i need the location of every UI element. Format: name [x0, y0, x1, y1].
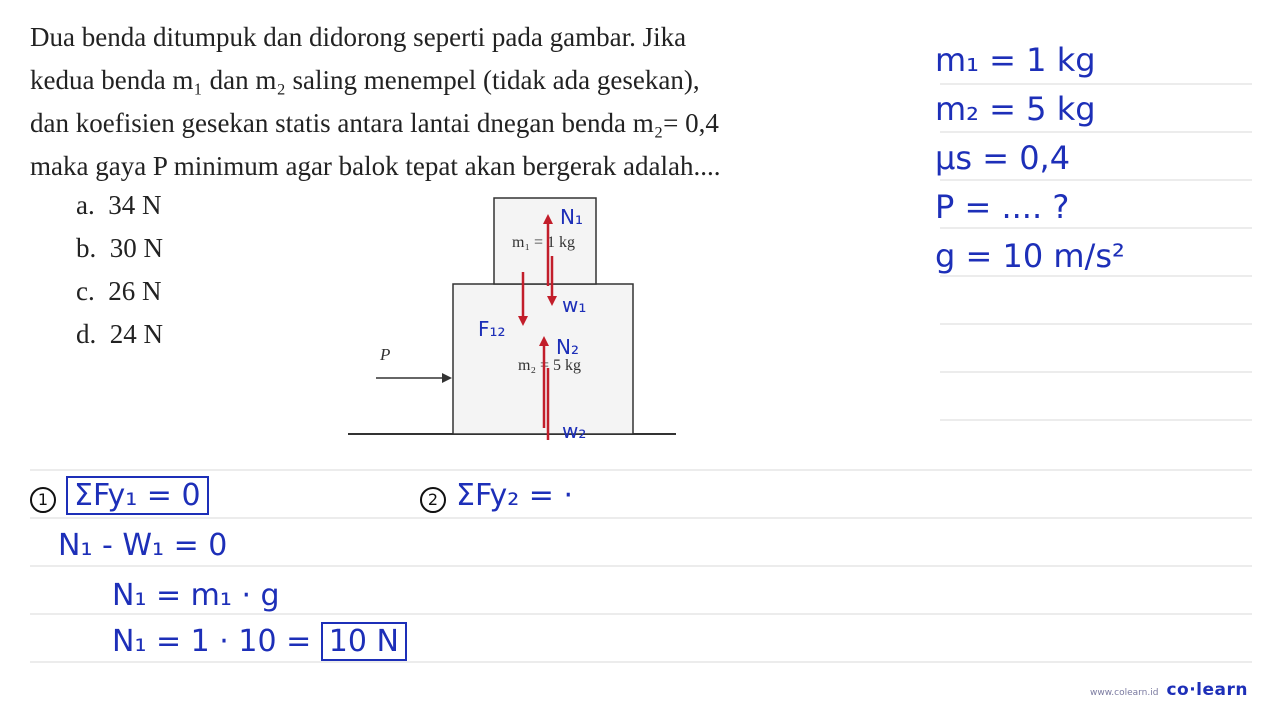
- option-text: 30 N: [109, 233, 163, 263]
- question-line-2: kedua benda m₁ dan m₂ saling menempel (tidak ada gesekan),: [30, 65, 700, 95]
- question-line-4: maka gaya P minimum agar balok tepat akan bergerak adalah....: [30, 151, 721, 181]
- work-line-b: N₁ = m₁ · g: [112, 578, 280, 613]
- annotation-w2: w₂: [562, 419, 587, 440]
- block-m1-label: m₁ = 1 kg: [512, 234, 576, 251]
- work-line-c-result: 10 N: [321, 622, 407, 661]
- question-line-1: Dua benda ditumpuk dan didorong seperti pada gambar. Jika: [30, 22, 687, 52]
- given-p: P = .... ?: [935, 188, 1070, 226]
- force-p-label: P: [380, 345, 391, 364]
- logo-url: www.colearn.id: [1090, 688, 1159, 698]
- given-m2: m₂ = 5 kg: [935, 90, 1096, 128]
- colearn-logo: [1090, 680, 1248, 700]
- option-letter: b.: [76, 233, 97, 263]
- option-b[interactable]: [76, 227, 163, 270]
- annotation-n1: N₁: [560, 205, 583, 229]
- question-line-3: dan koefisien gesekan statis antara lantai dnegan benda m₂= 0,4: [30, 108, 719, 138]
- logo-brand: co·learn: [1166, 680, 1248, 700]
- step-2: [420, 478, 573, 513]
- option-text: 26 N: [108, 276, 162, 306]
- annotation-n2: N₂: [556, 335, 579, 359]
- question-text: [30, 16, 930, 188]
- work-line-c-left: N₁ = 1 · 10 =: [112, 624, 312, 659]
- annotation-w1: w₁: [562, 293, 587, 317]
- step-2-number: 2: [420, 487, 446, 513]
- option-text: 34 N: [108, 190, 162, 220]
- option-letter: a.: [76, 190, 95, 220]
- option-d[interactable]: [76, 313, 163, 356]
- option-c[interactable]: [76, 270, 163, 313]
- annotation-f12: F₁₂: [478, 317, 506, 341]
- option-letter: c.: [76, 276, 95, 306]
- step-2-equation: ΣFy₂ = ·: [456, 478, 573, 513]
- block-m2-label: m₂ = 5 kg: [518, 357, 582, 374]
- step-1-number: 1: [30, 487, 56, 513]
- given-g: g = 10 m/s²: [935, 237, 1125, 275]
- option-letter: d.: [76, 319, 97, 349]
- step-1: [30, 478, 209, 513]
- step-1-equation: ΣFy₁ = 0: [66, 476, 209, 515]
- answer-options: [76, 184, 163, 356]
- given-m1: m₁ = 1 kg: [935, 41, 1096, 79]
- option-a[interactable]: [76, 184, 163, 227]
- given-mu: μs = 0,4: [935, 139, 1071, 177]
- option-text: 24 N: [109, 319, 163, 349]
- work-line-a: N₁ - W₁ = 0: [58, 528, 228, 563]
- given-values: [935, 36, 1125, 281]
- work-line-c: [112, 624, 407, 659]
- blocks-diagram: [340, 190, 690, 440]
